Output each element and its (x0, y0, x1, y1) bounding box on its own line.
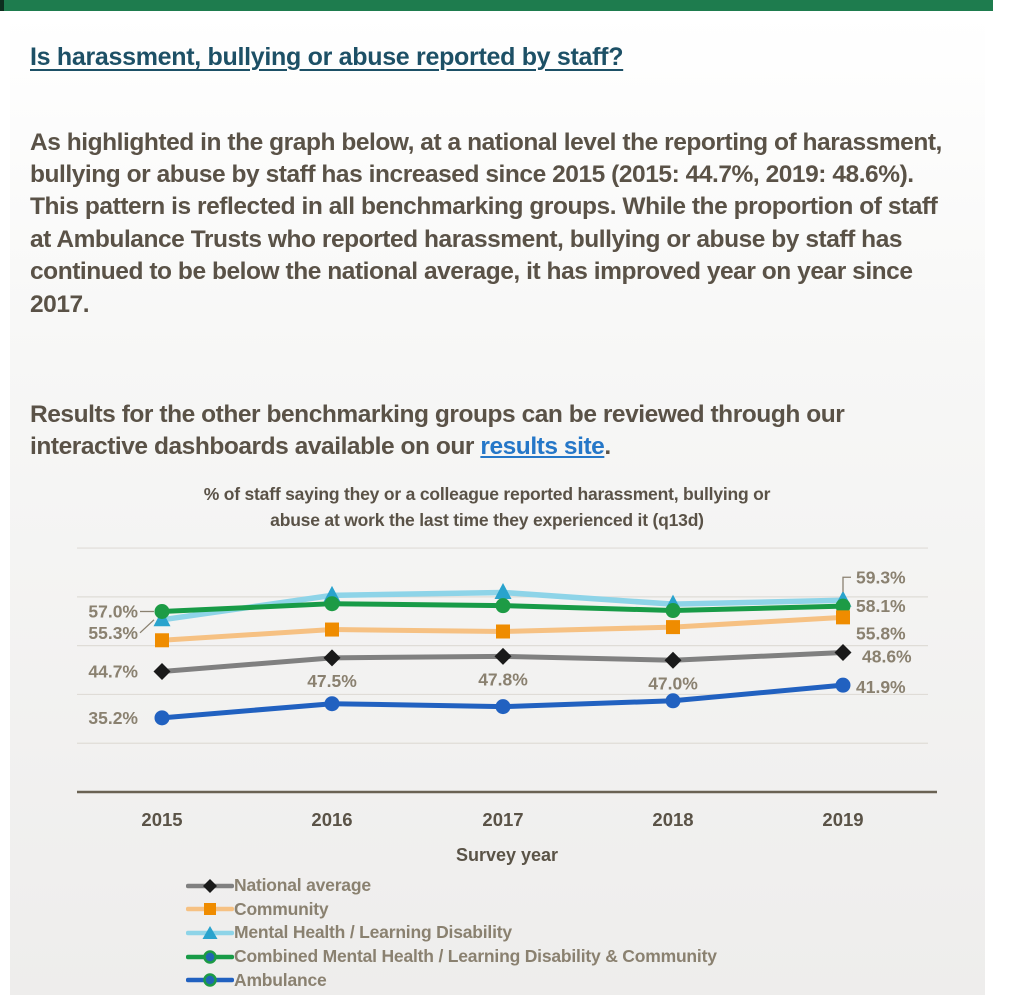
legend-diamond-marker-icon (186, 877, 234, 895)
data-point-circle (155, 604, 170, 619)
dashboards-paragraph (30, 399, 954, 464)
data-point-label: 58.1% (856, 596, 906, 617)
data-point-circle (666, 693, 681, 708)
data-point-circle (666, 603, 681, 618)
legend-label: Community (234, 898, 329, 919)
dashboards-paragraph-period: . (604, 432, 611, 460)
data-point-diamond (154, 663, 171, 680)
legend-item-national-average (186, 874, 717, 898)
legend-item-ambulance (186, 968, 717, 992)
data-point-label: 44.7% (88, 661, 138, 682)
data-point-label: 48.6% (862, 646, 912, 667)
legend-circle-marker-icon (186, 948, 234, 966)
legend-item-combined-mental-health-learning-disability-community (186, 945, 717, 969)
chart-legend (186, 874, 717, 992)
data-point-diamond (835, 644, 852, 661)
data-point-label: 41.9% (856, 677, 906, 698)
data-point-circle (155, 710, 170, 725)
x-axis-title: Survey year (455, 845, 559, 865)
data-point-square (666, 620, 680, 634)
results-site-link[interactable]: results site (480, 432, 605, 460)
legend-label: Mental Health / Learning Disability (234, 922, 512, 943)
data-point-circle (496, 699, 511, 714)
data-point-label: 35.2% (88, 707, 138, 728)
data-point-circle (836, 678, 851, 693)
data-point-circle (325, 696, 340, 711)
chart-title (40, 481, 934, 533)
x-tick-label: 2018 (652, 809, 694, 830)
dashboards-paragraph-text: Results for the other benchmarking groups can be reviewed through our interactive dashboards available on our (30, 400, 845, 460)
data-point-square (496, 624, 510, 638)
data-point-label: 55.3% (88, 622, 138, 643)
data-point-label: 59.3% (856, 567, 906, 588)
legend-label: National average (234, 875, 371, 896)
page-title: Is harassment, bullying or abuse reported by staff? (30, 42, 624, 71)
data-point-square (836, 610, 850, 624)
data-point-label: 47.8% (478, 669, 528, 690)
chart-title-line2: abuse at work the last time they experienced it (q13d) (270, 510, 704, 530)
legend-label: Ambulance (234, 969, 327, 990)
data-point-label: 57.0% (88, 601, 138, 622)
data-point-diamond (324, 649, 341, 666)
data-point-circle (325, 596, 340, 611)
chart-title-line1: % of staff saying they or a colleague reported harassment, bullying or (203, 484, 771, 504)
x-tick-label: 2019 (822, 809, 864, 830)
top-green-bar (0, 0, 993, 11)
label-connector (140, 620, 154, 633)
data-point-label: 47.5% (307, 670, 357, 691)
data-point-label: 55.8% (856, 623, 906, 644)
data-point-square (325, 623, 339, 637)
data-point-diamond (495, 648, 512, 665)
legend-circle-marker-icon (186, 971, 234, 989)
data-point-diamond (665, 652, 682, 669)
line-chart (0, 535, 985, 875)
legend-label: Combined Mental Health / Learning Disability & Community (234, 946, 717, 967)
x-tick-label: 2017 (482, 809, 524, 830)
x-tick-label: 2015 (141, 809, 183, 830)
legend-triangle-marker-icon (186, 924, 234, 942)
legend-item-community (186, 898, 717, 922)
data-point-circle (496, 598, 511, 613)
legend-square-marker-icon (186, 900, 234, 918)
top-bar-dark-edge (0, 0, 4, 11)
data-point-label: 47.0% (648, 673, 698, 694)
summary-paragraph: As highlighted in the graph below, at a national level the reporting of harassment, bullying or abuse by staff has increased since 2015 (2015: 44.7%, 2019: 48.6%). This pattern is reflected in all benchmarking groups. While the proportion of staff at Ambulance Trusts who reported harassment, bullying or abuse by staff has continued to be below the national average, it has improved year on year since 2017. (30, 128, 942, 318)
data-point-square (155, 633, 169, 647)
label-connector (843, 577, 851, 592)
legend-item-mental-health-learning-disability (186, 921, 717, 945)
x-tick-label: 2016 (311, 809, 353, 830)
